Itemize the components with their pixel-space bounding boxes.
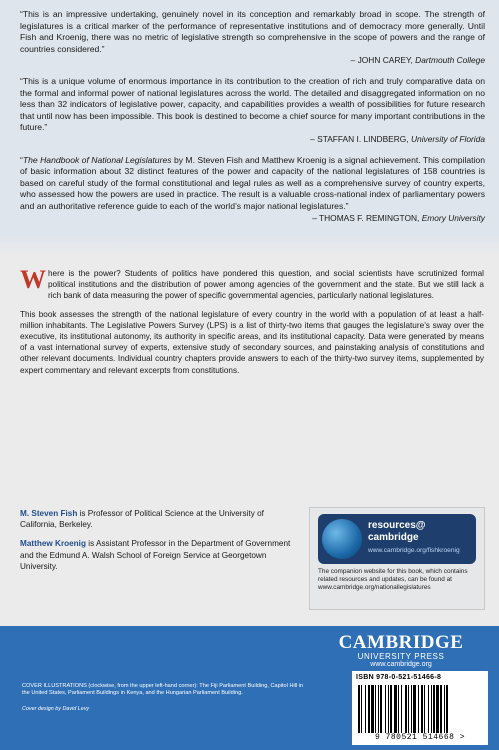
resources-url[interactable]: www.cambridge.org/fishkroenig bbox=[368, 547, 460, 554]
barcode-bar bbox=[390, 685, 392, 733]
barcode-bar bbox=[431, 685, 432, 733]
cover-credits: COVER ILLUSTRATIONS (clockwise, from the upper left-hand corner): The Fiji Parliament Building, Capitol Hill in the United States, Parliament Buildings in Kenya, and the Hungarian Parliament Building. bbox=[22, 683, 304, 697]
design-credit: Cover design by David Levy bbox=[22, 706, 90, 712]
barcode-bar bbox=[440, 685, 442, 733]
barcode-bar bbox=[411, 685, 412, 733]
barcode-bar bbox=[408, 685, 409, 733]
barcode-bar bbox=[371, 685, 374, 733]
barcode-bar bbox=[433, 685, 435, 733]
author-bio: M. Steven Fish is Professor of Political Science at the University of California, Berkeley. bbox=[20, 509, 264, 530]
barcode-bar bbox=[424, 685, 425, 733]
barcode-bar bbox=[444, 685, 445, 733]
barcode-bar bbox=[368, 685, 370, 733]
barcode-bar bbox=[405, 685, 407, 733]
barcode-bar bbox=[378, 685, 379, 733]
barcode-icon bbox=[356, 685, 484, 733]
resources-logo: resources@ cambridge www.cambridge.org/fishkroenig bbox=[318, 514, 476, 564]
barcode-bar bbox=[375, 685, 376, 733]
resources-box bbox=[309, 507, 485, 610]
barcode-bar bbox=[380, 685, 382, 733]
endorsement-quote bbox=[20, 9, 485, 67]
isbn-label: ISBN 978-0-521-51466-8 bbox=[356, 674, 442, 681]
barcode-bar bbox=[385, 685, 386, 733]
quote-attribution: – THOMAS F. REMINGTON, Emory University bbox=[312, 212, 485, 223]
quote-attribution: – STAFFAN I. LINDBERG, University of Florida bbox=[310, 133, 485, 144]
publisher-url[interactable]: www.cambridge.org bbox=[370, 661, 432, 668]
barcode-bar bbox=[446, 685, 448, 733]
description-paragraph: Where is the power? Students of politics have pondered this question, and social scientists have scrutinized formal political institutions and the distribution of power among agencies of the government and the state. But we still lack a rich bank of data measuring the power of specific governmental agencies, particularly national legislatures. bbox=[20, 265, 484, 301]
author-name: M. Steven Fish bbox=[20, 509, 78, 518]
barcode-bar bbox=[388, 685, 389, 733]
publisher-logo: CAMBRIDGE bbox=[338, 632, 464, 653]
barcode-bar bbox=[358, 685, 360, 733]
barcode-bar bbox=[428, 685, 429, 733]
quote-text: “This is a unique volume of enormous importance in its contribution to the creation of rich and truly comparative data on the formal and informal power of national legislatures across the world. The detailed and disaggregated information on no less than 32 indicators of legislative power, capacity, and capabilities provides a wealth of possibilities for future research that until now has been impossible. This book is destined to become a chief source for many important contributions in the future.” bbox=[20, 75, 485, 133]
globe-icon bbox=[322, 519, 362, 559]
endorsements-panel bbox=[0, 0, 499, 235]
resources-description: The companion website for this book, which contains related resources and updates, can be found at www.cambridge.org/nationallegislatures bbox=[318, 568, 468, 592]
drop-cap: W bbox=[20, 265, 46, 294]
barcode-bar bbox=[436, 685, 439, 733]
barcode-bar bbox=[401, 685, 402, 733]
barcode-bar bbox=[398, 685, 399, 733]
barcode-bar bbox=[365, 685, 366, 733]
author-bios bbox=[20, 508, 300, 580]
author-name: Matthew Kroenig bbox=[20, 539, 86, 549]
barcode-digits: 9 780521 514668 > bbox=[374, 733, 466, 742]
quote-text: “This is an impressive undertaking, genuinely novel in its conception and remarkably broad in scope. The strength of legislatures is a critical marker of the performance of representative institutions and of democracy more generally. Until Fish and Kroenig, there was no metric of legislative strength so comprehensive in the scope of powers and the range of countries considered.” bbox=[20, 9, 485, 54]
book-title: The Handbook of National Legislatures bbox=[22, 154, 172, 165]
barcode-bar bbox=[361, 685, 362, 733]
quote-attribution: – JOHN CAREY, Dartmouth College bbox=[350, 55, 485, 66]
section-divider bbox=[0, 235, 499, 257]
publisher-subtitle: UNIVERSITY PRESS bbox=[357, 652, 445, 661]
endorsement-quote: “The Handbook of National Legislatures by M. Steven Fish and Matthew Kroenig is a signal achievement. This compilation of basic information about 32 distinct features of the power and capacity of the national legislatures of 158 countries is based on careful study of the formal constitutional and legal rules as well as a comprehensive survey of country experts, who assessed how the powers are used in practice. The result is a valuable cross-national index of parliamentary powers and an authoritative reference guide to each of the world’s major national legislatures.” – THOMAS F. REMINGTON, Emory University bbox=[20, 154, 485, 223]
quote-text: by M. Steven Fish and Matthew Kroenig is a signal achievement. This compilation of basic information about 32 distinct features of the power and capacity of the national legislatures of 158 countries is based on careful study of the formal constitutional and legal rules as well as a comprehensive survey of country experts, who assessed how the powers are used in practice. The result is a valuable cross-national index of parliamentary powers and an authoritative reference guide to each of the world’s major national legislatures.” bbox=[20, 154, 485, 211]
endorsement-quote bbox=[20, 76, 485, 146]
barcode-bar bbox=[394, 685, 397, 733]
description-paragraph: This book assesses the strength of the national legislature of every country in the world with a population of at least a half-million inhabitants. The Legislative Powers Survey (LPS) is a list of thirty-two items that gauges the legislature’s sway over the executive, its institutional autonomy, its authority in specific areas, and its institutional capacity. Data were generated by means of a vast international survey of experts, extensive study of secondary sources, and painstaking analysis of constitutions and other relevant documents. Individual country chapters provide answers to each of the thirty-two survey items, supplemented by expert commentary and relevant excerpts from constitutions. bbox=[20, 309, 484, 375]
barcode-bar bbox=[421, 685, 423, 733]
barcode-bar bbox=[413, 685, 416, 733]
book-description bbox=[20, 265, 484, 383]
author-bio: Matthew Kroenig is Assistant Professor in the Department of Government and the Edmund A. Walsh School of Foreign Service at Georgetown University. bbox=[20, 539, 291, 571]
barcode-bar bbox=[418, 685, 419, 733]
barcode bbox=[352, 671, 488, 745]
